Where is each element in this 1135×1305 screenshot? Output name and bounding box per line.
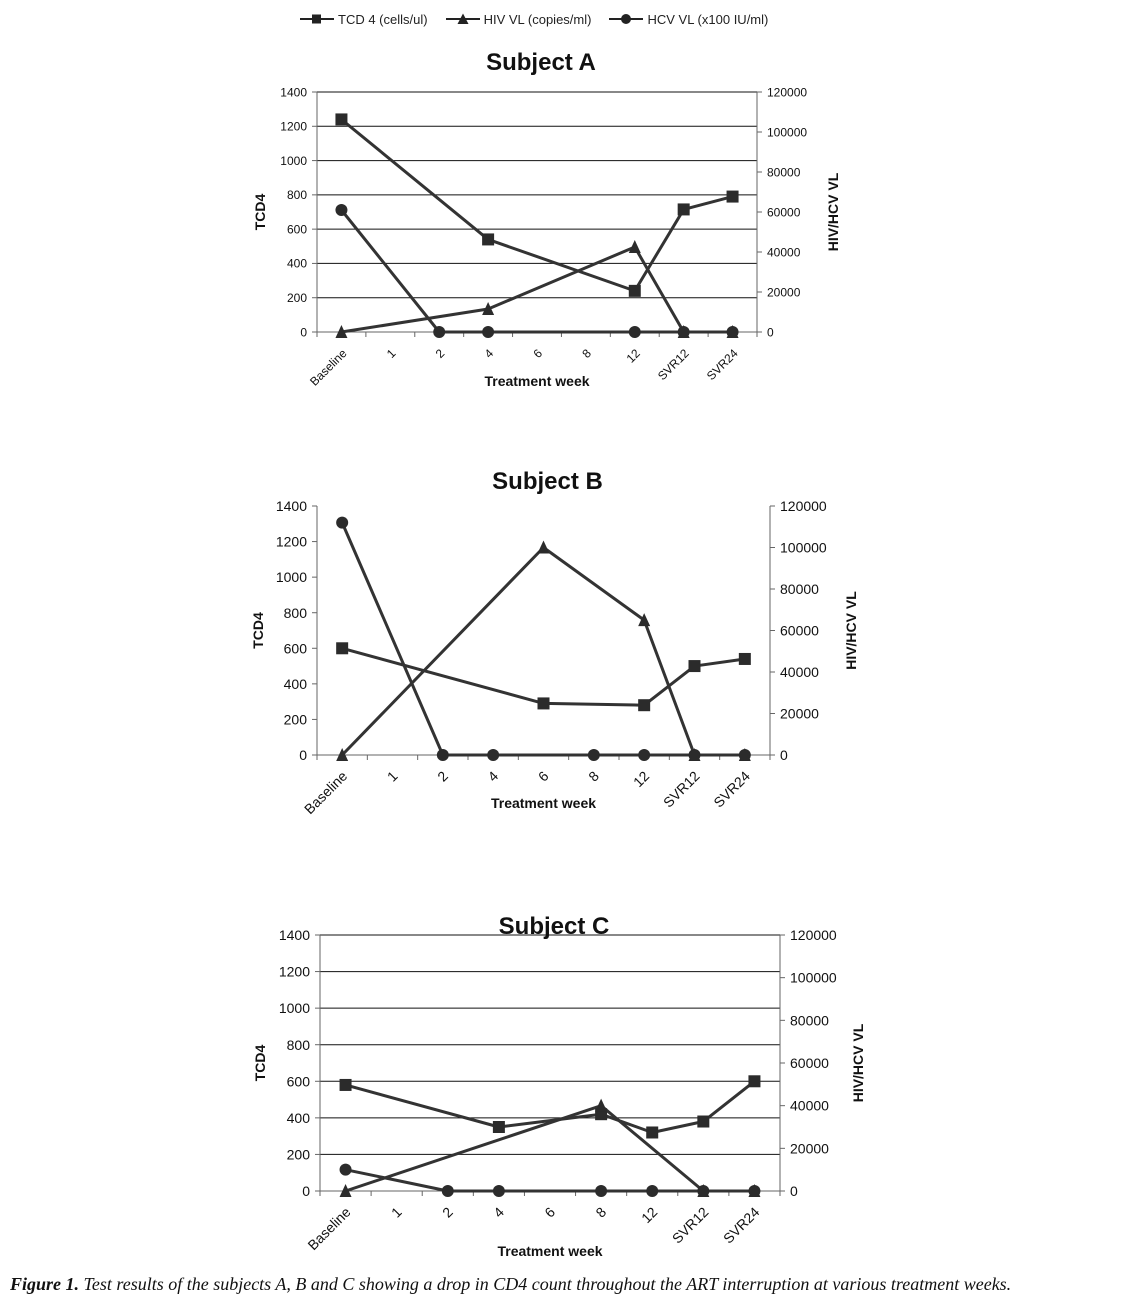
- y2-tick-label: 60000: [767, 205, 801, 220]
- data-point-square: [697, 1116, 709, 1128]
- data-point-triangle: [629, 240, 641, 253]
- chart-subject-c-svg: [0, 900, 1135, 1270]
- x-tick-label: SVR12: [668, 1203, 712, 1247]
- data-point-circle: [340, 1164, 352, 1176]
- x-axis-label: Treatment week: [497, 1243, 603, 1259]
- data-point-circle: [487, 749, 499, 761]
- chart-subject-b-svg: [0, 455, 1135, 855]
- data-point-circle: [588, 749, 600, 761]
- series-line-square: [341, 119, 732, 290]
- y-tick-label: 200: [286, 1146, 310, 1163]
- x-tick-label: 6: [530, 346, 546, 361]
- data-point-triangle: [538, 541, 550, 554]
- data-point-square: [739, 653, 751, 665]
- series-line-triangle: [341, 247, 732, 332]
- y-tick-label: 1400: [275, 498, 307, 515]
- triangle-marker-icon: [446, 12, 480, 26]
- chart-subject-b: [0, 455, 1135, 855]
- circle-marker-icon: [609, 12, 643, 26]
- x-tick-label: SVR12: [659, 767, 703, 811]
- y-tick-label: 0: [299, 747, 307, 764]
- y-tick-label: 1000: [278, 1000, 310, 1017]
- y2-tick-label: 0: [790, 1183, 798, 1200]
- y-tick-label: 0: [302, 1183, 310, 1200]
- data-point-square: [482, 233, 494, 245]
- x-tick-label: 12: [638, 1203, 661, 1227]
- chart-subject-a: [0, 40, 1135, 420]
- series-line-circle: [342, 523, 745, 755]
- legend-item-hiv: [446, 12, 592, 27]
- y2-tick-label: 120000: [780, 498, 827, 515]
- data-point-square: [340, 1079, 352, 1091]
- y-tick-label: 1400: [278, 927, 310, 944]
- series-line-circle: [346, 1170, 755, 1191]
- data-point-circle: [335, 204, 347, 216]
- legend-item-tcd4: [300, 12, 428, 27]
- x-tick-label: Baseline: [307, 346, 350, 389]
- legend-label-tcd4: TCD 4 (cells/ul): [338, 11, 428, 27]
- data-point-circle: [678, 326, 690, 338]
- y-tick-label: 600: [286, 1073, 310, 1090]
- chart-subject-c: [0, 900, 1135, 1270]
- y-axis-label: TCD4: [252, 193, 268, 231]
- y2-tick-label: 40000: [780, 664, 819, 681]
- y-tick-label: 1000: [280, 153, 307, 168]
- data-point-square: [638, 699, 650, 711]
- y2-axis-label: HIV/HCV VL: [825, 172, 841, 252]
- y-tick-label: 200: [283, 711, 307, 728]
- y2-tick-label: 20000: [790, 1140, 829, 1157]
- y-tick-label: 800: [286, 188, 307, 203]
- y2-tick-label: 100000: [790, 969, 837, 986]
- data-point-triangle: [595, 1099, 607, 1112]
- x-tick-label: 12: [623, 346, 643, 366]
- x-tick-label: 8: [592, 1203, 610, 1221]
- data-point-circle: [646, 1185, 658, 1197]
- chart-title: Subject C: [498, 913, 610, 940]
- y-tick-label: 1400: [280, 85, 307, 100]
- x-axis-label: Treatment week: [484, 373, 590, 389]
- data-point-circle: [689, 749, 701, 761]
- series-line-triangle: [342, 548, 745, 756]
- y2-tick-label: 20000: [780, 705, 819, 722]
- y-tick-label: 1200: [280, 119, 307, 134]
- y2-tick-label: 40000: [790, 1097, 829, 1114]
- data-point-circle: [739, 749, 751, 761]
- x-tick-label: 1: [383, 346, 399, 361]
- x-tick-label: 8: [585, 767, 602, 785]
- y-tick-label: 400: [283, 675, 307, 692]
- y2-tick-label: 100000: [767, 125, 808, 140]
- square-marker-icon: [300, 12, 334, 26]
- series-line-square: [342, 648, 745, 705]
- y2-tick-label: 80000: [767, 165, 801, 180]
- x-tick-label: 6: [534, 767, 552, 785]
- legend-label-hcv: HCV VL (x100 IU/ml): [647, 11, 769, 27]
- chart-title: Subject B: [492, 468, 603, 495]
- y2-tick-label: 20000: [767, 285, 801, 300]
- y2-tick-label: 40000: [767, 245, 801, 260]
- y-tick-label: 800: [286, 1036, 310, 1053]
- y-tick-label: 1000: [275, 569, 307, 586]
- chart-subject-a-svg: [0, 40, 1135, 420]
- x-tick-label: 2: [434, 767, 451, 785]
- data-point-circle: [493, 1185, 505, 1197]
- x-tick-label: 8: [579, 346, 595, 361]
- y-tick-label: 1200: [278, 963, 310, 980]
- series-line-triangle: [346, 1106, 755, 1191]
- x-tick-label: 2: [432, 346, 448, 361]
- data-point-circle: [595, 1185, 607, 1197]
- data-point-circle: [482, 326, 494, 338]
- x-tick-label: 4: [481, 346, 497, 361]
- x-tick-label: 12: [629, 767, 653, 791]
- x-tick-label: Baseline: [301, 767, 351, 818]
- figure-caption-label: Figure 1.: [10, 1274, 80, 1294]
- data-point-circle: [437, 749, 449, 761]
- data-point-square: [335, 113, 347, 125]
- data-point-square: [748, 1075, 760, 1087]
- legend-item-hcv: [609, 12, 768, 27]
- data-point-circle: [433, 326, 445, 338]
- data-point-circle: [638, 749, 650, 761]
- y2-tick-label: 0: [780, 747, 788, 764]
- data-point-square: [646, 1126, 658, 1138]
- data-point-circle: [442, 1185, 454, 1197]
- x-tick-label: Baseline: [304, 1203, 354, 1254]
- y-tick-label: 600: [286, 222, 307, 237]
- data-point-square: [727, 191, 739, 203]
- x-tick-label: 6: [541, 1203, 559, 1221]
- x-tick-label: 4: [484, 767, 502, 785]
- x-tick-label: 4: [490, 1203, 508, 1221]
- y2-tick-label: 80000: [780, 581, 819, 598]
- x-tick-label: 1: [383, 767, 401, 785]
- y-tick-label: 200: [286, 291, 307, 306]
- chart-title: Subject A: [486, 49, 596, 76]
- y-tick-label: 400: [286, 1109, 310, 1126]
- data-point-square: [538, 697, 550, 709]
- data-point-square: [689, 660, 701, 672]
- data-point-circle: [336, 517, 348, 529]
- x-tick-label: SVR24: [719, 1203, 763, 1247]
- legend-label-hiv: HIV VL (copies/ml): [483, 11, 592, 27]
- data-point-square: [493, 1121, 505, 1133]
- y-tick-label: 400: [286, 256, 307, 271]
- data-point-circle: [629, 326, 641, 338]
- data-point-square: [336, 642, 348, 654]
- y-axis-label: TCD4: [252, 1044, 268, 1082]
- y2-tick-label: 60000: [780, 622, 819, 639]
- figure-caption: [10, 1274, 1011, 1295]
- data-point-circle: [748, 1185, 760, 1197]
- figure-caption-text: Test results of the subjects A, B and C showing a drop in CD4 count throughout the ART interruption at various treatment weeks.: [83, 1274, 1012, 1294]
- y-tick-label: 600: [283, 640, 307, 657]
- data-point-square: [629, 285, 641, 297]
- y-tick-label: 0: [300, 325, 307, 340]
- y2-tick-label: 120000: [790, 927, 837, 944]
- data-point-square: [678, 203, 690, 215]
- x-axis-label: Treatment week: [490, 795, 597, 811]
- x-tick-label: SVR12: [654, 346, 692, 384]
- data-point-circle: [697, 1185, 709, 1197]
- y2-axis-label: HIV/HCV VL: [850, 1023, 866, 1103]
- chart-legend: [300, 8, 768, 30]
- y-axis-label: TCD4: [250, 612, 266, 649]
- y-tick-label: 800: [283, 604, 307, 621]
- y2-tick-label: 120000: [767, 85, 808, 100]
- y2-tick-label: 0: [767, 325, 774, 340]
- data-point-circle: [727, 326, 739, 338]
- x-tick-label: SVR24: [710, 767, 753, 811]
- data-point-triangle: [638, 613, 650, 626]
- x-tick-label: SVR24: [703, 346, 741, 384]
- y2-tick-label: 80000: [790, 1012, 829, 1029]
- x-tick-label: 2: [439, 1203, 456, 1221]
- y-tick-label: 1200: [275, 533, 307, 550]
- y2-axis-label: HIV/HCV VL: [843, 591, 859, 670]
- y2-tick-label: 60000: [790, 1055, 829, 1072]
- series-line-square: [346, 1081, 755, 1132]
- y2-tick-label: 100000: [780, 539, 827, 556]
- x-tick-label: 1: [387, 1203, 405, 1221]
